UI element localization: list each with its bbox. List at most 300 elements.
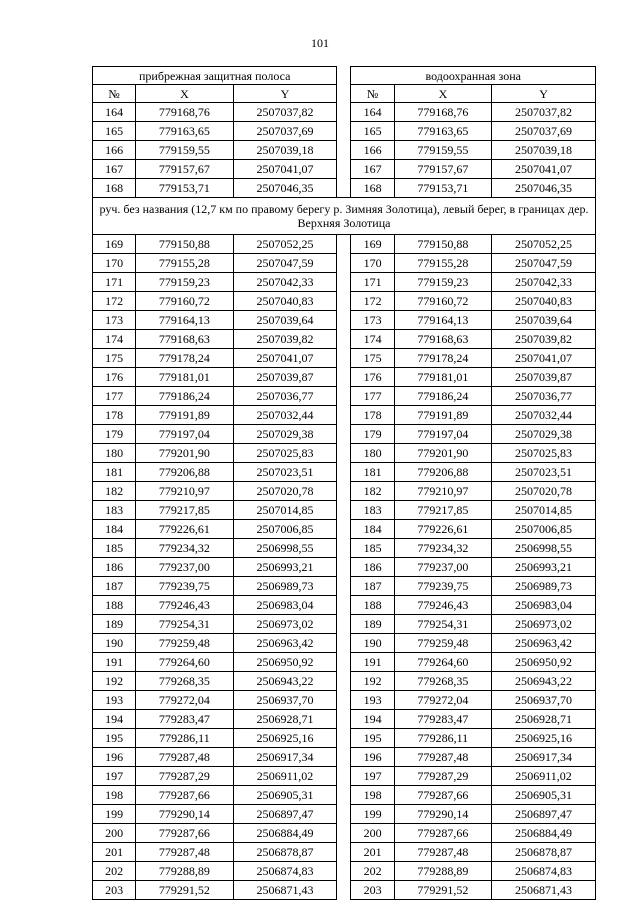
column-gap	[337, 805, 351, 824]
left-x-cell: 779159,23	[136, 273, 233, 292]
left-x-cell: 779287,48	[136, 748, 233, 767]
table-row	[93, 463, 596, 482]
right-num-cell: 193	[351, 691, 394, 710]
left-y-cell: 2506905,31	[233, 786, 337, 805]
right-num-cell: 176	[351, 368, 394, 387]
left-num-cell: 166	[93, 141, 136, 160]
left-y-cell: 2507052,25	[233, 235, 337, 254]
left-num-cell: 165	[93, 122, 136, 141]
left-num-cell: 182	[93, 482, 136, 501]
table-row	[93, 501, 596, 520]
right-num-cell: 197	[351, 767, 394, 786]
right-num-cell: 171	[351, 273, 394, 292]
col-header-num: №	[93, 85, 136, 103]
left-y-cell: 2506983,04	[233, 596, 337, 615]
coordinates-table	[92, 66, 596, 900]
table-row	[93, 406, 596, 425]
left-y-cell: 2506911,02	[233, 767, 337, 786]
left-x-cell: 779291,52	[136, 881, 233, 900]
right-x-cell: 779186,24	[394, 387, 491, 406]
right-x-cell: 779168,63	[394, 330, 491, 349]
header-coastal-strip: прибрежная защитная полоса	[93, 67, 337, 85]
left-y-cell: 2507039,87	[233, 368, 337, 387]
left-y-cell: 2507041,07	[233, 349, 337, 368]
left-x-cell: 779234,32	[136, 539, 233, 558]
table-row	[93, 767, 596, 786]
right-y-cell: 2507023,51	[492, 463, 596, 482]
right-num-cell: 200	[351, 824, 394, 843]
table-row	[93, 786, 596, 805]
right-x-cell: 779287,48	[394, 843, 491, 862]
left-num-cell: 175	[93, 349, 136, 368]
col-header-num: №	[351, 85, 394, 103]
right-x-cell: 779159,23	[394, 273, 491, 292]
left-y-cell: 2507037,69	[233, 122, 337, 141]
left-x-cell: 779197,04	[136, 425, 233, 444]
right-x-cell: 779287,48	[394, 748, 491, 767]
right-y-cell: 2507040,83	[492, 292, 596, 311]
column-gap	[337, 311, 351, 330]
column-gap	[337, 615, 351, 634]
table-row	[93, 710, 596, 729]
left-x-cell: 779217,85	[136, 501, 233, 520]
right-num-cell: 199	[351, 805, 394, 824]
table-row	[93, 235, 596, 254]
left-x-cell: 779157,67	[136, 160, 233, 179]
column-gap	[337, 653, 351, 672]
left-x-cell: 779272,04	[136, 691, 233, 710]
right-y-cell: 2507014,85	[492, 501, 596, 520]
col-header-y: Y	[233, 85, 337, 103]
left-x-cell: 779168,63	[136, 330, 233, 349]
left-y-cell: 2507039,18	[233, 141, 337, 160]
left-num-cell: 176	[93, 368, 136, 387]
left-num-cell: 201	[93, 843, 136, 862]
right-num-cell: 173	[351, 311, 394, 330]
left-num-cell: 192	[93, 672, 136, 691]
column-gap	[337, 767, 351, 786]
right-x-cell: 779291,52	[394, 881, 491, 900]
right-y-cell: 2506905,31	[492, 786, 596, 805]
table-row	[93, 539, 596, 558]
right-x-cell: 779217,85	[394, 501, 491, 520]
table-row	[93, 292, 596, 311]
col-header-x: X	[136, 85, 233, 103]
table-row	[93, 672, 596, 691]
left-y-cell: 2506878,87	[233, 843, 337, 862]
left-x-cell: 779155,28	[136, 254, 233, 273]
right-num-cell: 189	[351, 615, 394, 634]
left-x-cell: 779287,48	[136, 843, 233, 862]
left-num-cell: 188	[93, 596, 136, 615]
right-x-cell: 779226,61	[394, 520, 491, 539]
left-x-cell: 779201,90	[136, 444, 233, 463]
right-x-cell: 779272,04	[394, 691, 491, 710]
right-num-cell: 187	[351, 577, 394, 596]
right-x-cell: 779201,90	[394, 444, 491, 463]
right-y-cell: 2506963,42	[492, 634, 596, 653]
page-number: 101	[311, 36, 329, 50]
left-num-cell: 202	[93, 862, 136, 881]
left-y-cell: 2507046,35	[233, 179, 337, 198]
right-num-cell: 165	[351, 122, 394, 141]
right-num-cell: 198	[351, 786, 394, 805]
col-header-x: X	[394, 85, 491, 103]
right-y-cell: 2507041,07	[492, 160, 596, 179]
right-y-cell: 2507052,25	[492, 235, 596, 254]
right-num-cell: 185	[351, 539, 394, 558]
right-y-cell: 2507025,83	[492, 444, 596, 463]
left-num-cell: 185	[93, 539, 136, 558]
right-num-cell: 195	[351, 729, 394, 748]
table-row	[93, 558, 596, 577]
left-y-cell: 2507047,59	[233, 254, 337, 273]
left-x-cell: 779181,01	[136, 368, 233, 387]
right-x-cell: 779237,00	[394, 558, 491, 577]
left-x-cell: 779191,89	[136, 406, 233, 425]
column-gap	[337, 85, 351, 103]
column-gap	[337, 292, 351, 311]
table-row	[93, 748, 596, 767]
column-gap	[337, 482, 351, 501]
left-num-cell: 180	[93, 444, 136, 463]
right-num-cell: 188	[351, 596, 394, 615]
column-gap	[337, 444, 351, 463]
right-y-cell: 2506917,34	[492, 748, 596, 767]
section-note: руч. без названия (12,7 км по правому берегу р. Зимняя Золотица), левый берег, в границах дер. Верхняя Золотица	[93, 198, 596, 235]
right-y-cell: 2506973,02	[492, 615, 596, 634]
table-row	[93, 368, 596, 387]
column-gap	[337, 672, 351, 691]
left-y-cell: 2506917,34	[233, 748, 337, 767]
left-y-cell: 2507020,78	[233, 482, 337, 501]
left-num-cell: 183	[93, 501, 136, 520]
column-gap	[337, 273, 351, 292]
table-row	[93, 520, 596, 539]
table-row	[93, 387, 596, 406]
table-row	[93, 862, 596, 881]
right-y-cell: 2507029,38	[492, 425, 596, 444]
table-row	[93, 254, 596, 273]
right-x-cell: 779287,66	[394, 824, 491, 843]
right-x-cell: 779157,67	[394, 160, 491, 179]
right-y-cell: 2507006,85	[492, 520, 596, 539]
left-num-cell: 169	[93, 235, 136, 254]
left-x-cell: 779286,11	[136, 729, 233, 748]
right-y-cell: 2507039,18	[492, 141, 596, 160]
left-num-cell: 200	[93, 824, 136, 843]
left-num-cell: 199	[93, 805, 136, 824]
left-num-cell: 170	[93, 254, 136, 273]
table-row	[93, 179, 596, 198]
left-num-cell: 173	[93, 311, 136, 330]
right-x-cell: 779210,97	[394, 482, 491, 501]
column-gap	[337, 103, 351, 122]
right-y-cell: 2507037,69	[492, 122, 596, 141]
group-header-row	[93, 67, 596, 85]
column-gap	[337, 160, 351, 179]
right-x-cell: 779163,65	[394, 122, 491, 141]
right-x-cell: 779286,11	[394, 729, 491, 748]
right-num-cell: 192	[351, 672, 394, 691]
right-num-cell: 203	[351, 881, 394, 900]
table-row	[93, 122, 596, 141]
right-x-cell: 779153,71	[394, 179, 491, 198]
column-gap	[337, 330, 351, 349]
right-y-cell: 2507041,07	[492, 349, 596, 368]
right-y-cell: 2507039,82	[492, 330, 596, 349]
column-gap	[337, 577, 351, 596]
left-y-cell: 2506937,70	[233, 691, 337, 710]
left-x-cell: 779246,43	[136, 596, 233, 615]
table-row	[93, 577, 596, 596]
left-num-cell: 172	[93, 292, 136, 311]
left-num-cell: 168	[93, 179, 136, 198]
right-y-cell: 2506989,73	[492, 577, 596, 596]
left-x-cell: 779264,60	[136, 653, 233, 672]
section-note-row	[93, 198, 596, 235]
left-num-cell: 178	[93, 406, 136, 425]
column-gap	[337, 691, 351, 710]
left-y-cell: 2506950,92	[233, 653, 337, 672]
left-num-cell: 189	[93, 615, 136, 634]
column-gap	[337, 558, 351, 577]
column-gap	[337, 634, 351, 653]
left-y-cell: 2506989,73	[233, 577, 337, 596]
table-row	[93, 444, 596, 463]
left-y-cell: 2506871,43	[233, 881, 337, 900]
right-x-cell: 779155,28	[394, 254, 491, 273]
right-x-cell: 779150,88	[394, 235, 491, 254]
column-gap	[337, 122, 351, 141]
table-row	[93, 805, 596, 824]
left-y-cell: 2506998,55	[233, 539, 337, 558]
right-y-cell: 2506911,02	[492, 767, 596, 786]
column-gap	[337, 235, 351, 254]
column-gap	[337, 786, 351, 805]
right-x-cell: 779283,47	[394, 710, 491, 729]
left-x-cell: 779226,61	[136, 520, 233, 539]
column-header-row	[93, 85, 596, 103]
left-y-cell: 2507039,64	[233, 311, 337, 330]
right-x-cell: 779290,14	[394, 805, 491, 824]
right-y-cell: 2507036,77	[492, 387, 596, 406]
left-x-cell: 779210,97	[136, 482, 233, 501]
left-y-cell: 2506928,71	[233, 710, 337, 729]
table-row	[93, 273, 596, 292]
left-y-cell: 2506897,47	[233, 805, 337, 824]
column-gap	[337, 67, 351, 85]
table-row	[93, 653, 596, 672]
right-x-cell: 779168,76	[394, 103, 491, 122]
column-gap	[337, 748, 351, 767]
left-y-cell: 2507006,85	[233, 520, 337, 539]
column-gap	[337, 520, 351, 539]
left-num-cell: 196	[93, 748, 136, 767]
column-gap	[337, 824, 351, 843]
left-x-cell: 779287,66	[136, 786, 233, 805]
left-x-cell: 779150,88	[136, 235, 233, 254]
left-x-cell: 779153,71	[136, 179, 233, 198]
left-y-cell: 2506963,42	[233, 634, 337, 653]
left-num-cell: 179	[93, 425, 136, 444]
left-y-cell: 2507039,82	[233, 330, 337, 349]
column-gap	[337, 881, 351, 900]
left-x-cell: 779163,65	[136, 122, 233, 141]
right-num-cell: 184	[351, 520, 394, 539]
left-y-cell: 2507041,07	[233, 160, 337, 179]
right-y-cell: 2507037,82	[492, 103, 596, 122]
right-y-cell: 2507039,64	[492, 311, 596, 330]
table-row	[93, 160, 596, 179]
column-gap	[337, 843, 351, 862]
left-x-cell: 779283,47	[136, 710, 233, 729]
right-y-cell: 2506928,71	[492, 710, 596, 729]
right-num-cell: 178	[351, 406, 394, 425]
left-x-cell: 779254,31	[136, 615, 233, 634]
right-y-cell: 2507020,78	[492, 482, 596, 501]
left-x-cell: 779287,29	[136, 767, 233, 786]
right-num-cell: 164	[351, 103, 394, 122]
right-x-cell: 779288,89	[394, 862, 491, 881]
right-x-cell: 779178,24	[394, 349, 491, 368]
right-num-cell: 190	[351, 634, 394, 653]
right-num-cell: 191	[351, 653, 394, 672]
right-num-cell: 196	[351, 748, 394, 767]
right-num-cell: 201	[351, 843, 394, 862]
right-x-cell: 779159,55	[394, 141, 491, 160]
left-num-cell: 186	[93, 558, 136, 577]
right-y-cell: 2507039,87	[492, 368, 596, 387]
left-y-cell: 2507037,82	[233, 103, 337, 122]
left-x-cell: 779259,48	[136, 634, 233, 653]
right-y-cell: 2506874,83	[492, 862, 596, 881]
right-y-cell: 2506943,22	[492, 672, 596, 691]
left-x-cell: 779287,66	[136, 824, 233, 843]
right-y-cell: 2507047,59	[492, 254, 596, 273]
left-num-cell: 167	[93, 160, 136, 179]
column-gap	[337, 406, 351, 425]
right-x-cell: 779234,32	[394, 539, 491, 558]
left-x-cell: 779186,24	[136, 387, 233, 406]
left-num-cell: 197	[93, 767, 136, 786]
left-x-cell: 779164,13	[136, 311, 233, 330]
right-y-cell: 2506878,87	[492, 843, 596, 862]
right-num-cell: 177	[351, 387, 394, 406]
left-y-cell: 2507036,77	[233, 387, 337, 406]
left-num-cell: 203	[93, 881, 136, 900]
left-y-cell: 2507025,83	[233, 444, 337, 463]
table-row	[93, 330, 596, 349]
table-row	[93, 425, 596, 444]
right-y-cell: 2506993,21	[492, 558, 596, 577]
left-num-cell: 187	[93, 577, 136, 596]
column-gap	[337, 596, 351, 615]
right-num-cell: 181	[351, 463, 394, 482]
left-num-cell: 164	[93, 103, 136, 122]
left-y-cell: 2507040,83	[233, 292, 337, 311]
left-x-cell: 779178,24	[136, 349, 233, 368]
column-gap	[337, 349, 351, 368]
left-num-cell: 184	[93, 520, 136, 539]
right-num-cell: 166	[351, 141, 394, 160]
right-x-cell: 779254,31	[394, 615, 491, 634]
right-num-cell: 169	[351, 235, 394, 254]
left-x-cell: 779268,35	[136, 672, 233, 691]
left-num-cell: 191	[93, 653, 136, 672]
left-y-cell: 2507042,33	[233, 273, 337, 292]
left-y-cell: 2506993,21	[233, 558, 337, 577]
table-row	[93, 141, 596, 160]
table-row	[93, 729, 596, 748]
left-y-cell: 2507023,51	[233, 463, 337, 482]
left-num-cell: 198	[93, 786, 136, 805]
right-y-cell: 2507046,35	[492, 179, 596, 198]
left-x-cell: 779288,89	[136, 862, 233, 881]
left-num-cell: 177	[93, 387, 136, 406]
right-num-cell: 167	[351, 160, 394, 179]
right-x-cell: 779181,01	[394, 368, 491, 387]
table-row	[93, 843, 596, 862]
right-y-cell: 2507032,44	[492, 406, 596, 425]
left-num-cell: 174	[93, 330, 136, 349]
right-num-cell: 172	[351, 292, 394, 311]
right-num-cell: 168	[351, 179, 394, 198]
right-y-cell: 2506950,92	[492, 653, 596, 672]
right-x-cell: 779246,43	[394, 596, 491, 615]
table-row	[93, 311, 596, 330]
left-y-cell: 2506925,16	[233, 729, 337, 748]
column-gap	[337, 141, 351, 160]
right-num-cell: 194	[351, 710, 394, 729]
table-row	[93, 615, 596, 634]
table-row	[93, 881, 596, 900]
left-num-cell: 194	[93, 710, 136, 729]
right-y-cell: 2506937,70	[492, 691, 596, 710]
left-x-cell: 779206,88	[136, 463, 233, 482]
column-gap	[337, 862, 351, 881]
header-water-protection-zone: водоохранная зона	[351, 67, 596, 85]
column-gap	[337, 387, 351, 406]
table-row	[93, 596, 596, 615]
column-gap	[337, 463, 351, 482]
right-num-cell: 174	[351, 330, 394, 349]
left-y-cell: 2507029,38	[233, 425, 337, 444]
right-x-cell: 779239,75	[394, 577, 491, 596]
right-x-cell: 779160,72	[394, 292, 491, 311]
table-row	[93, 634, 596, 653]
left-y-cell: 2507014,85	[233, 501, 337, 520]
left-y-cell: 2506973,02	[233, 615, 337, 634]
right-x-cell: 779197,04	[394, 425, 491, 444]
left-num-cell: 193	[93, 691, 136, 710]
right-num-cell: 182	[351, 482, 394, 501]
left-x-cell: 779237,00	[136, 558, 233, 577]
right-y-cell: 2506897,47	[492, 805, 596, 824]
column-gap	[337, 501, 351, 520]
table-row	[93, 349, 596, 368]
left-num-cell: 171	[93, 273, 136, 292]
column-gap	[337, 425, 351, 444]
table-row	[93, 691, 596, 710]
right-y-cell: 2506925,16	[492, 729, 596, 748]
left-y-cell: 2506884,49	[233, 824, 337, 843]
left-num-cell: 195	[93, 729, 136, 748]
column-gap	[337, 710, 351, 729]
right-num-cell: 183	[351, 501, 394, 520]
right-x-cell: 779259,48	[394, 634, 491, 653]
left-y-cell: 2506874,83	[233, 862, 337, 881]
